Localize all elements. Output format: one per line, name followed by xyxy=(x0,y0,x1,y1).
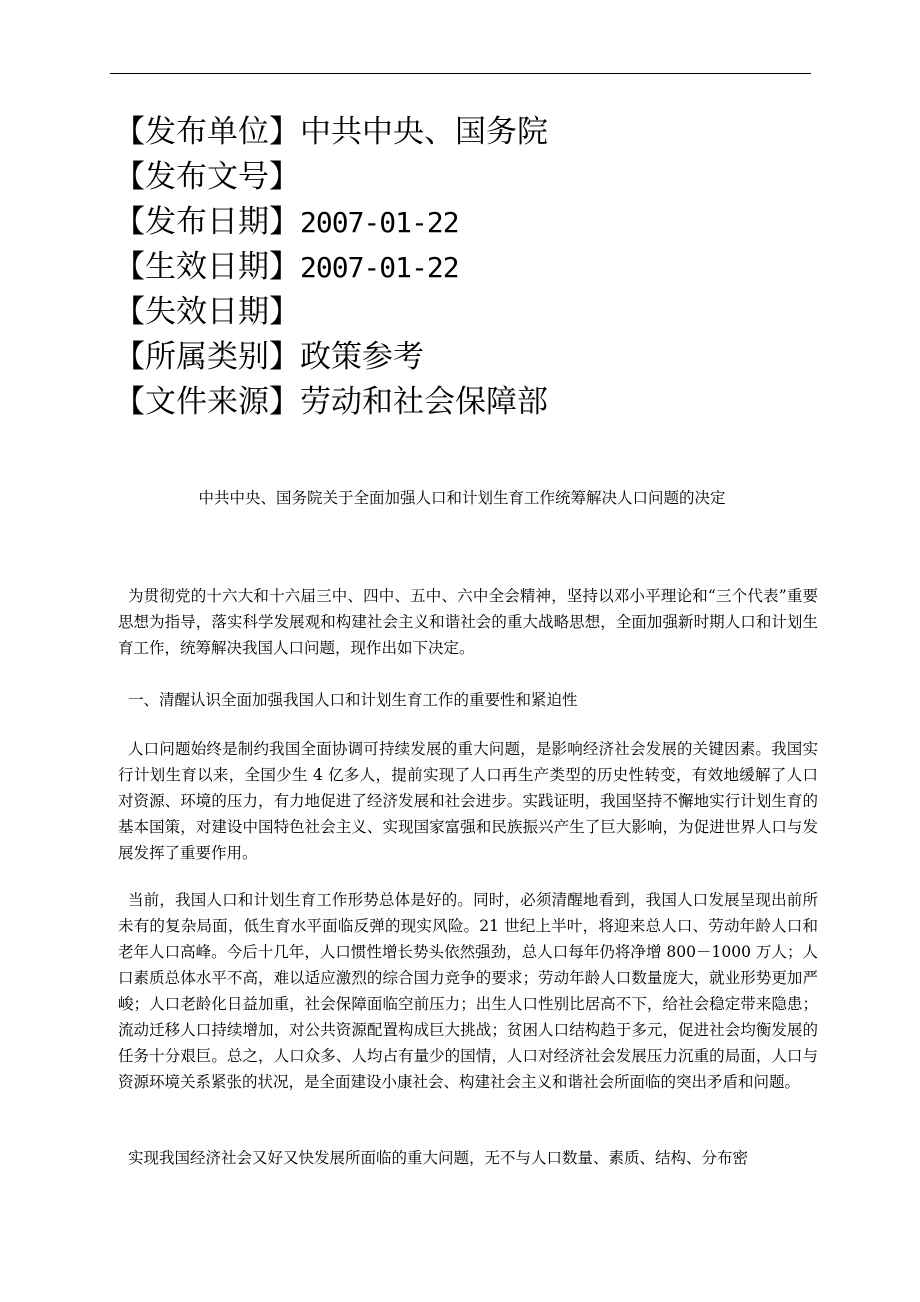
meta-issuer-label: 【发布单位】 xyxy=(114,114,300,150)
meta-doc-number-label: 【发布文号】 xyxy=(114,159,300,195)
body-paragraph-3: 实现我国经济社会又好又快发展所面临的重大问题，无不与人口数量、素质、结构、分布密 xyxy=(128,1149,749,1167)
meta-category-label: 【所属类别】 xyxy=(114,339,300,375)
header-rule xyxy=(110,73,811,74)
body-paragraph-2: 当前，我国人口和计划生育工作形势总体是好的。同时，必须清醒地看到，我国人口发展呈现出前所未有的复杂局面，低生育水平面临反弹的现实风险。21 世纪上半叶，将迎来总人口、劳动年龄人口和老年人口高峰。今后十几年，人口惯性增长势头依然强劲，总人口每年仍将净增 800－1000 万人；人口素质总体水平不高，难以适应激烈的综合国力竞争的要求；劳动年龄人口数量庞大，就业形势更加严峻；人口老龄化日益加重，社会保障面临空前压力；出生人口性别比居高不下，给社会稳定带来隐患；流动迁移人口持续增加，对公共资源配置构成巨大挑战；贫困人口结构趋于多元，促进社会均衡发展的任务十分艰巨。总之，人口众多、人均占有量少的国情，人口对经济社会发展压力沉重的局面，人口与资源环境关系紧张的状况，是全面建设小康社会、构建社会主义和谐社会所面临的突出矛盾和问题。 xyxy=(118,891,818,1091)
intro-paragraph: 为贯彻党的十六大和十六届三中、四中、五中、六中全会精神，坚持以邓小平理论和“三个代表”重要思想为指导，落实科学发展观和构建社会主义和谐社会的重大战略思想，全面加强新时期人口和计划生育工作，统筹解决我国人口问题，现作出如下决定。 xyxy=(118,587,818,657)
document-title: 中共中央、国务院关于全面加强人口和计划生育工作统筹解决人口问题的决定 xyxy=(198,489,726,507)
meta-source-label: 【文件来源】 xyxy=(114,384,300,420)
meta-issue-date xyxy=(114,200,814,245)
metadata-block xyxy=(114,110,814,425)
meta-issue-date-label: 【发布日期】 xyxy=(114,204,300,240)
meta-expiry-date xyxy=(114,290,814,335)
meta-effective-date-label: 【生效日期】 xyxy=(114,249,300,285)
meta-source xyxy=(114,380,814,425)
meta-category xyxy=(114,335,814,380)
meta-issuer xyxy=(114,110,814,155)
meta-expiry-date-label: 【失效日期】 xyxy=(114,294,300,330)
meta-category-value: 政策参考 xyxy=(300,339,424,375)
meta-effective-date xyxy=(114,245,814,290)
body-paragraph-1: 人口问题始终是制约我国全面协调可持续发展的重大问题，是影响经济社会发展的关键因素。我国实行计划生育以来，全国少生 4 亿多人，提前实现了人口再生产类型的历史性转变，有效地缓解了人口对资源、环境的压力，有力地促进了经济发展和社会进步。实践证明，我国坚持不懈地实行计划生育的基本国策，对建设中国特色社会主义、实现国家富强和民族振兴产生了巨大影响，为促进世界人口与发展发挥了重要作用。 xyxy=(118,740,818,862)
meta-doc-number xyxy=(114,155,814,200)
meta-issuer-value: 中共中央、国务院 xyxy=(300,114,548,150)
meta-effective-date-value: 2007-01-22 xyxy=(300,251,459,284)
meta-issue-date-value: 2007-01-22 xyxy=(300,206,459,239)
meta-source-value: 劳动和社会保障部 xyxy=(300,384,548,420)
section-heading: 一、清醒认识全面加强我国人口和计划生育工作的重要性和紧迫性 xyxy=(128,691,578,709)
